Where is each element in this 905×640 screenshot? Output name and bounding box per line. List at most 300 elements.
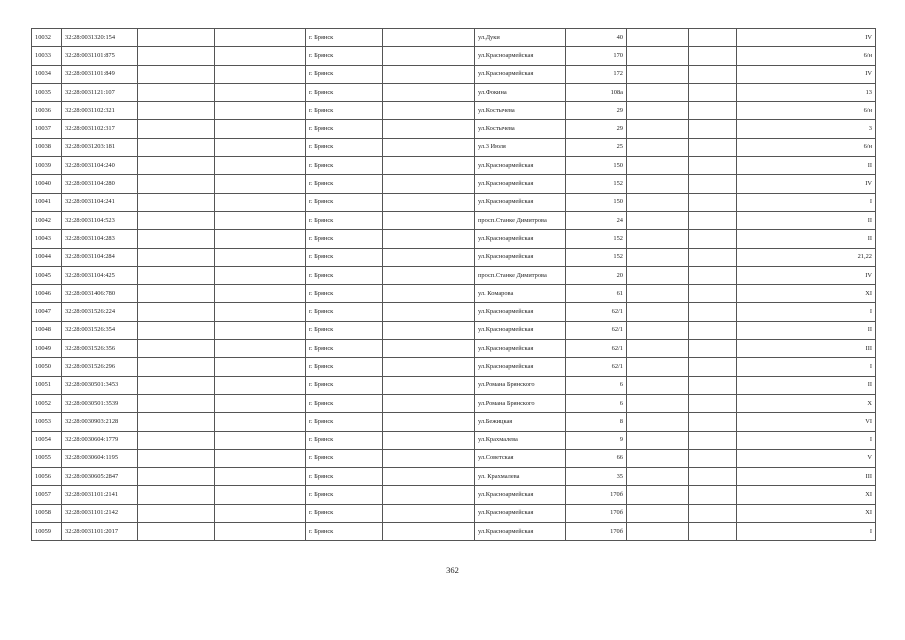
cell-apt: II <box>737 211 876 229</box>
cell-empty <box>215 211 306 229</box>
cell-cadastral: 32:28:0031121:107 <box>62 83 138 101</box>
cell-empty <box>689 285 737 303</box>
cell-empty <box>383 394 475 412</box>
table-row <box>32 102 876 120</box>
cell-no: 10059 <box>32 523 62 541</box>
cell-city: г. Брянск <box>306 157 383 175</box>
page-number: 362 <box>446 565 459 575</box>
cell-empty <box>689 266 737 284</box>
cell-city: г. Брянск <box>306 83 383 101</box>
cell-cadastral: 32:28:0031104:283 <box>62 230 138 248</box>
cell-empty <box>138 285 215 303</box>
table-row <box>32 376 876 394</box>
cell-empty <box>138 83 215 101</box>
cell-cadastral: 32:28:0031104:284 <box>62 248 138 266</box>
cell-city: г. Брянск <box>306 138 383 156</box>
table-row <box>32 358 876 376</box>
cell-city: г. Брянск <box>306 193 383 211</box>
cell-street: ул.Романа Брянского <box>475 394 566 412</box>
cell-no: 10053 <box>32 413 62 431</box>
cell-empty <box>138 120 215 138</box>
cell-empty <box>627 486 689 504</box>
cell-city: г. Брянск <box>306 523 383 541</box>
cell-empty <box>138 157 215 175</box>
cell-empty <box>627 376 689 394</box>
cell-no: 10056 <box>32 468 62 486</box>
cell-street: ул.Романа Брянского <box>475 376 566 394</box>
cell-street: ул.Бежицкая <box>475 413 566 431</box>
cell-city: г. Брянск <box>306 413 383 431</box>
table-row <box>32 449 876 467</box>
cell-no: 10057 <box>32 486 62 504</box>
cell-house: 6 <box>566 376 627 394</box>
cell-empty <box>138 504 215 522</box>
cell-empty <box>689 449 737 467</box>
cell-apt: II <box>737 376 876 394</box>
cell-empty <box>627 175 689 193</box>
cell-empty <box>138 321 215 339</box>
cell-empty <box>138 65 215 83</box>
cell-empty <box>215 138 306 156</box>
cell-no: 10052 <box>32 394 62 412</box>
cell-empty <box>689 138 737 156</box>
cell-empty <box>627 29 689 47</box>
cell-empty <box>689 340 737 358</box>
cell-house: 152 <box>566 248 627 266</box>
cell-city: г. Брянск <box>306 65 383 83</box>
table-row <box>32 193 876 211</box>
cell-empty <box>689 376 737 394</box>
cell-cadastral: 32:28:0031526:356 <box>62 340 138 358</box>
cell-cadastral: 32:28:0031104:240 <box>62 157 138 175</box>
table-row <box>32 157 876 175</box>
table-row <box>32 394 876 412</box>
cell-city: г. Брянск <box>306 340 383 358</box>
cell-apt: 3 <box>737 120 876 138</box>
cell-house: 150 <box>566 157 627 175</box>
cell-no: 10039 <box>32 157 62 175</box>
cell-empty <box>383 321 475 339</box>
cell-no: 10048 <box>32 321 62 339</box>
cell-empty <box>215 449 306 467</box>
cell-city: г. Брянск <box>306 358 383 376</box>
cell-empty <box>215 120 306 138</box>
cell-empty <box>689 413 737 431</box>
cell-no: 10051 <box>32 376 62 394</box>
cell-street: просп.Станке Димитрова <box>475 211 566 229</box>
cell-no: 10041 <box>32 193 62 211</box>
cell-empty <box>689 102 737 120</box>
cell-apt: IV <box>737 29 876 47</box>
cell-empty <box>627 504 689 522</box>
cell-empty <box>383 230 475 248</box>
cell-no: 10042 <box>32 211 62 229</box>
cell-street: ул.Красноармейская <box>475 340 566 358</box>
cell-empty <box>138 468 215 486</box>
cell-apt: 21,22 <box>737 248 876 266</box>
cell-empty <box>383 504 475 522</box>
cell-street: ул.Советская <box>475 449 566 467</box>
cell-empty <box>627 230 689 248</box>
cell-empty <box>383 65 475 83</box>
cell-empty <box>689 486 737 504</box>
cell-house: 150 <box>566 193 627 211</box>
cell-apt: 6/н <box>737 102 876 120</box>
cell-house: 25 <box>566 138 627 156</box>
cell-apt: II <box>737 230 876 248</box>
table-row <box>32 504 876 522</box>
cell-street: ул. Комарова <box>475 285 566 303</box>
cell-empty <box>215 486 306 504</box>
cell-street: ул.Красноармейская <box>475 321 566 339</box>
cell-street: ул.Красноармейская <box>475 504 566 522</box>
cell-empty <box>138 193 215 211</box>
cell-apt: V <box>737 449 876 467</box>
cell-apt: I <box>737 193 876 211</box>
cell-empty <box>627 303 689 321</box>
cell-empty <box>383 47 475 65</box>
cell-empty <box>215 523 306 541</box>
cell-city: г. Брянск <box>306 248 383 266</box>
cell-empty <box>627 285 689 303</box>
cell-apt: XI <box>737 285 876 303</box>
cell-cadastral: 32:28:0031104:523 <box>62 211 138 229</box>
cell-empty <box>138 413 215 431</box>
cell-empty <box>383 83 475 101</box>
cell-house: 172 <box>566 65 627 83</box>
cell-street: ул.Крахмалева <box>475 431 566 449</box>
cell-city: г. Брянск <box>306 285 383 303</box>
cell-empty <box>627 157 689 175</box>
cell-empty <box>215 102 306 120</box>
cell-empty <box>383 358 475 376</box>
cell-cadastral: 32:28:0030903:2128 <box>62 413 138 431</box>
cell-apt: XI <box>737 486 876 504</box>
cell-city: г. Брянск <box>306 431 383 449</box>
cell-empty <box>689 211 737 229</box>
cell-house: 9 <box>566 431 627 449</box>
cell-house: 170б <box>566 486 627 504</box>
table-row <box>32 248 876 266</box>
cell-empty <box>138 340 215 358</box>
cell-empty <box>689 394 737 412</box>
cell-empty <box>215 431 306 449</box>
cell-no: 10034 <box>32 65 62 83</box>
cell-empty <box>689 47 737 65</box>
cell-city: г. Брянск <box>306 211 383 229</box>
cell-empty <box>383 211 475 229</box>
cell-no: 10032 <box>32 29 62 47</box>
cell-empty <box>383 376 475 394</box>
cell-city: г. Брянск <box>306 486 383 504</box>
cell-no: 10047 <box>32 303 62 321</box>
cell-empty <box>627 431 689 449</box>
cell-city: г. Брянск <box>306 303 383 321</box>
cell-empty <box>138 358 215 376</box>
cell-empty <box>383 431 475 449</box>
cell-cadastral: 32:28:0031104:280 <box>62 175 138 193</box>
cell-cadastral: 32:28:0031526:224 <box>62 303 138 321</box>
cell-empty <box>215 504 306 522</box>
cell-empty <box>689 431 737 449</box>
cell-empty <box>215 358 306 376</box>
cell-no: 10049 <box>32 340 62 358</box>
cell-empty <box>138 138 215 156</box>
cell-cadastral: 32:28:0031104:425 <box>62 266 138 284</box>
table-row <box>32 47 876 65</box>
cell-no: 10058 <box>32 504 62 522</box>
cell-empty <box>383 120 475 138</box>
cell-apt: I <box>737 523 876 541</box>
cell-empty <box>627 248 689 266</box>
registry-table <box>31 28 876 541</box>
cell-cadastral: 32:28:0031526:354 <box>62 321 138 339</box>
cell-city: г. Брянск <box>306 29 383 47</box>
cell-empty <box>627 340 689 358</box>
cell-street: ул.Дуки <box>475 29 566 47</box>
cell-empty <box>215 394 306 412</box>
cell-house: 40 <box>566 29 627 47</box>
cell-house: 170 <box>566 47 627 65</box>
cell-empty <box>215 193 306 211</box>
cell-street: ул.Костычева <box>475 120 566 138</box>
cell-empty <box>215 321 306 339</box>
cell-empty <box>383 248 475 266</box>
cell-empty <box>627 394 689 412</box>
cell-empty <box>383 303 475 321</box>
cell-empty <box>215 157 306 175</box>
cell-apt: I <box>737 303 876 321</box>
cell-cadastral: 32:28:0030501:3453 <box>62 376 138 394</box>
cell-no: 10044 <box>32 248 62 266</box>
cell-cadastral: 32:28:0031104:241 <box>62 193 138 211</box>
cell-cadastral: 32:28:0030605:2847 <box>62 468 138 486</box>
cell-street: ул.Красноармейская <box>475 47 566 65</box>
cell-empty <box>689 504 737 522</box>
cell-cadastral: 32:28:0031320:154 <box>62 29 138 47</box>
cell-cadastral: 32:28:0031203:181 <box>62 138 138 156</box>
cell-empty <box>689 157 737 175</box>
cell-city: г. Брянск <box>306 394 383 412</box>
cell-no: 10036 <box>32 102 62 120</box>
cell-empty <box>138 266 215 284</box>
cell-city: г. Брянск <box>306 266 383 284</box>
table-row <box>32 65 876 83</box>
cell-no: 10033 <box>32 47 62 65</box>
table-row <box>32 266 876 284</box>
cell-empty <box>138 211 215 229</box>
table-row <box>32 83 876 101</box>
cell-empty <box>138 486 215 504</box>
cell-cadastral: 32:28:0031101:2017 <box>62 523 138 541</box>
cell-empty <box>138 175 215 193</box>
cell-empty <box>383 138 475 156</box>
cell-street: просп.Станке Димитрова <box>475 266 566 284</box>
cell-city: г. Брянск <box>306 230 383 248</box>
cell-apt: III <box>737 468 876 486</box>
cell-house: 61 <box>566 285 627 303</box>
cell-empty <box>383 266 475 284</box>
cell-no: 10045 <box>32 266 62 284</box>
cell-apt: IV <box>737 175 876 193</box>
cell-street: ул.Красноармейская <box>475 157 566 175</box>
cell-empty <box>627 47 689 65</box>
cell-empty <box>627 266 689 284</box>
cell-no: 10043 <box>32 230 62 248</box>
cell-apt: IV <box>737 65 876 83</box>
cell-empty <box>215 413 306 431</box>
cell-city: г. Брянск <box>306 120 383 138</box>
cell-house: 62/1 <box>566 303 627 321</box>
cell-cadastral: 32:28:0031101:849 <box>62 65 138 83</box>
cell-empty <box>383 29 475 47</box>
cell-empty <box>215 175 306 193</box>
cell-empty <box>627 321 689 339</box>
cell-street: ул.Красноармейская <box>475 230 566 248</box>
cell-city: г. Брянск <box>306 321 383 339</box>
cell-empty <box>689 65 737 83</box>
cell-cadastral: 32:28:0031101:2142 <box>62 504 138 522</box>
cell-street: ул.Красноармейская <box>475 65 566 83</box>
cell-house: 35 <box>566 468 627 486</box>
cell-no: 10040 <box>32 175 62 193</box>
cell-street: ул. Крахмалева <box>475 468 566 486</box>
cell-house: 170б <box>566 504 627 522</box>
cell-cadastral: 32:28:0030604:1779 <box>62 431 138 449</box>
cell-empty <box>627 83 689 101</box>
cell-empty <box>215 468 306 486</box>
cell-empty <box>215 340 306 358</box>
table-row <box>32 29 876 47</box>
cell-apt: 6/н <box>737 47 876 65</box>
cell-street: ул.Красноармейская <box>475 303 566 321</box>
table-row <box>32 523 876 541</box>
cell-street: ул.Красноармейская <box>475 248 566 266</box>
cell-house: 170б <box>566 523 627 541</box>
cell-empty <box>138 523 215 541</box>
cell-city: г. Брянск <box>306 449 383 467</box>
cell-empty <box>689 193 737 211</box>
table-row <box>32 230 876 248</box>
cell-house: 29 <box>566 120 627 138</box>
cell-empty <box>383 468 475 486</box>
cell-empty <box>627 102 689 120</box>
cell-empty <box>215 47 306 65</box>
cell-house: 29 <box>566 102 627 120</box>
cell-empty <box>627 65 689 83</box>
cell-city: г. Брянск <box>306 47 383 65</box>
cell-empty <box>138 449 215 467</box>
cell-apt: I <box>737 431 876 449</box>
table-row <box>32 120 876 138</box>
cell-empty <box>215 376 306 394</box>
cell-empty <box>627 468 689 486</box>
cell-empty <box>383 413 475 431</box>
cell-empty <box>627 449 689 467</box>
table-row <box>32 321 876 339</box>
cell-house: 152 <box>566 175 627 193</box>
cell-empty <box>383 340 475 358</box>
cell-city: г. Брянск <box>306 504 383 522</box>
cell-empty <box>383 449 475 467</box>
cell-city: г. Брянск <box>306 102 383 120</box>
cell-empty <box>689 230 737 248</box>
cell-cadastral: 32:28:0030604:1195 <box>62 449 138 467</box>
cell-empty <box>689 248 737 266</box>
cell-empty <box>215 230 306 248</box>
cell-house: 66 <box>566 449 627 467</box>
cell-house: 62/1 <box>566 340 627 358</box>
cell-empty <box>383 285 475 303</box>
cell-empty <box>627 523 689 541</box>
cell-cadastral: 32:28:0030501:3539 <box>62 394 138 412</box>
cell-city: г. Брянск <box>306 175 383 193</box>
cell-apt: I <box>737 358 876 376</box>
table-row <box>32 468 876 486</box>
cell-empty <box>138 248 215 266</box>
cell-empty <box>215 266 306 284</box>
cell-empty <box>138 376 215 394</box>
cell-house: 152 <box>566 230 627 248</box>
table-row <box>32 340 876 358</box>
cell-house: 62/1 <box>566 358 627 376</box>
cell-no: 10037 <box>32 120 62 138</box>
cell-house: 62/1 <box>566 321 627 339</box>
cell-empty <box>215 248 306 266</box>
cell-cadastral: 32:28:0031101:2141 <box>62 486 138 504</box>
cell-empty <box>215 303 306 321</box>
cell-empty <box>383 193 475 211</box>
cell-empty <box>138 29 215 47</box>
cell-cadastral: 32:28:0031101:875 <box>62 47 138 65</box>
cell-empty <box>689 321 737 339</box>
cell-empty <box>383 175 475 193</box>
cell-empty <box>627 211 689 229</box>
cell-house: 6 <box>566 394 627 412</box>
cell-street: ул.Костычева <box>475 102 566 120</box>
cell-apt: III <box>737 340 876 358</box>
cell-street: ул.Красноармейская <box>475 193 566 211</box>
cell-apt: XI <box>737 504 876 522</box>
cell-no: 10046 <box>32 285 62 303</box>
cell-house: 24 <box>566 211 627 229</box>
cell-apt: IV <box>737 266 876 284</box>
cell-street: ул.Красноармейская <box>475 175 566 193</box>
cell-empty <box>383 157 475 175</box>
cell-empty <box>627 120 689 138</box>
cell-empty <box>138 431 215 449</box>
cell-apt: 13 <box>737 83 876 101</box>
cell-no: 10054 <box>32 431 62 449</box>
cell-empty <box>689 468 737 486</box>
cell-empty <box>689 83 737 101</box>
table-row <box>32 175 876 193</box>
cell-empty <box>627 413 689 431</box>
cell-empty <box>138 394 215 412</box>
cell-empty <box>138 230 215 248</box>
cell-no: 10035 <box>32 83 62 101</box>
cell-empty <box>138 102 215 120</box>
cell-cadastral: 32:28:0031102:317 <box>62 120 138 138</box>
cell-apt: II <box>737 321 876 339</box>
cell-street: ул.3 Июля <box>475 138 566 156</box>
table-row <box>32 303 876 321</box>
cell-no: 10050 <box>32 358 62 376</box>
cell-no: 10055 <box>32 449 62 467</box>
table-row <box>32 211 876 229</box>
cell-city: г. Брянск <box>306 468 383 486</box>
cell-empty <box>689 175 737 193</box>
